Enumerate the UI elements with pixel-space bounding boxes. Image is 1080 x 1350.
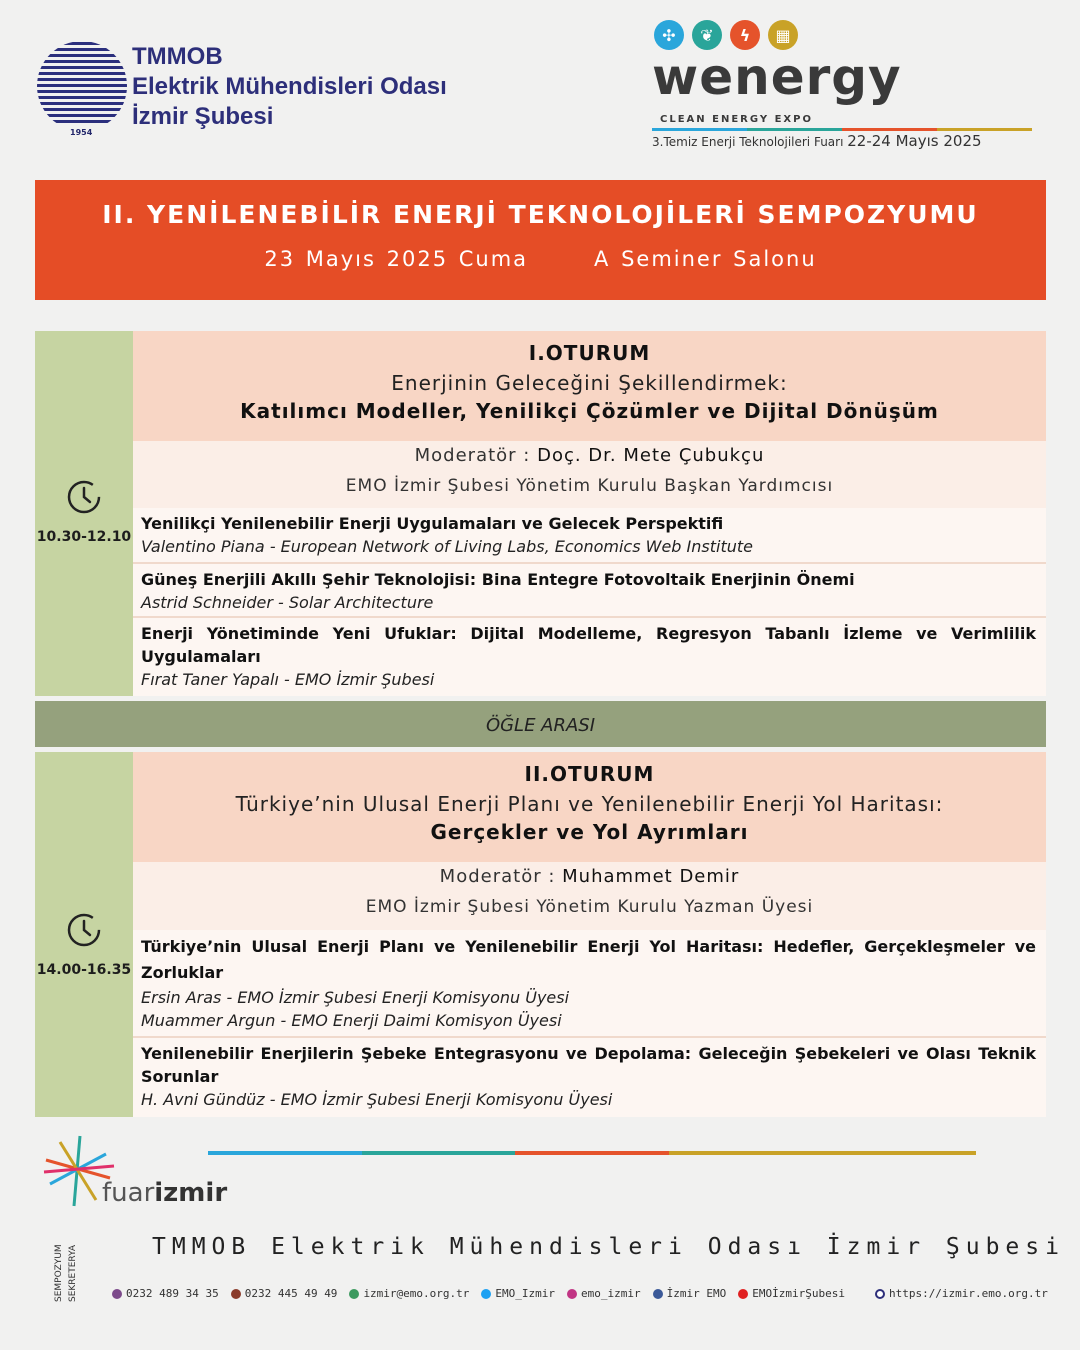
session2-header [133,752,1046,862]
secretary-word-2: SEKRETERYA [68,1244,78,1302]
session1-talk [133,508,1046,564]
symposium-date-venue [35,247,1046,271]
emo-logo [36,40,128,132]
org-line-2: Elektrik Mühendisleri Odası [132,73,447,100]
contact-bar [112,1287,1048,1300]
facebook-icon [653,1289,663,1299]
expo-brand: wenergy [652,48,902,106]
lightning-icon: ϟ [730,20,760,50]
session1-moderator [133,441,1046,508]
session2-title: II.OTURUM [524,762,655,786]
email-icon [349,1289,359,1299]
session1-subtitle: Enerjinin Geleceğini Şekillendirmek: [391,371,788,395]
secretary-label [48,1228,98,1308]
talk-title: Enerji Yönetiminde Yeni Ufuklar: Dijital Modelleme, Regresyon Tabanlı İzleme ve Verimlilik Uygulamaları [141,624,1036,666]
footer-color-line [208,1151,976,1155]
contact-twitter[interactable]: EMO_Izmir [481,1287,555,1300]
expo-fair-name: 3.Temiz Enerji Teknolojileri Fuarı [652,135,844,149]
contact-phone[interactable]: 0232 489 34 35 [112,1287,219,1300]
twitter-icon [481,1289,491,1299]
instagram-icon [567,1289,577,1299]
talk-title: Türkiye’nin Ulusal Enerji Planı ve Yenilenebilir Enerji Yol Haritası: Hedefler, Gerçekleşmeler ve Zorluklar [141,937,1036,982]
session1-title: I.OTURUM [528,341,651,365]
talk-title: Yenilikçi Yenilenebilir Enerji Uygulamaları ve Gelecek Perspektifi [141,514,724,533]
footer-organization: TMMOB Elektrik Mühendisleri Odası İzmir Şubesi [152,1234,1065,1260]
symposium-date: 23 Mayıs 2025 Cuma [264,247,529,271]
talk-speaker: Valentino Piana - European Network of Living Labs, Economics Web Institute [141,537,753,556]
session2-subtitle-bold: Gerçekler ve Yol Ayrımları [430,820,749,844]
symposium-venue: A Seminer Salonu [594,247,817,271]
contact-youtube[interactable]: EMOİzmirŞubesi [738,1287,845,1300]
leaf-icon: ❦ [692,20,722,50]
fax-icon [231,1289,241,1299]
lunch-break: ÖĞLE ARASI [35,701,1046,747]
moderator-role: EMO İzmir Şubesi Yönetim Kurulu Yazman Üyesi [365,897,814,917]
org-line-3: İzmir Şubesi [132,103,274,130]
clock-icon [66,479,102,515]
talk-title: Yenilenebilir Enerjilerin Şebeke Entegrasyonu ve Depolama: Geleceğin Şebekeleri ve Olası Teknik Sorunlar [141,1044,1036,1086]
expo-fair-info [652,132,982,150]
talk-speaker: Muammer Argun - EMO Enerji Daimi Komisyon Üyesi [141,1011,562,1030]
youtube-icon [738,1289,748,1299]
contact-website[interactable]: https://izmir.emo.org.tr [875,1287,1048,1300]
contact-email[interactable]: izmir@emo.org.tr [349,1287,469,1300]
phone-icon [112,1289,122,1299]
session2-time: 14.00-16.35 [36,962,132,978]
session1-time: 10.30-12.10 [36,529,132,545]
fuar-bold: izmir [154,1178,228,1208]
wind-icon: ✣ [654,20,684,50]
session2-moderator [133,862,1046,930]
talk-speaker: Ersin Aras - EMO İzmir Şubesi Enerji Komisyonu Üyesi [141,988,570,1007]
expo-color-line [652,128,1032,131]
solar-panel-icon: ▦ [768,20,798,50]
org-line-1: TMMOB [132,43,223,70]
contact-fax[interactable]: 0232 445 49 49 [231,1287,338,1300]
talk-speaker: H. Avni Gündüz - EMO İzmir Şubesi Enerji Komisyonu Üyesi [141,1090,613,1109]
talk-title: Güneş Enerjili Akıllı Şehir Teknolojisi: Bina Entegre Fotovoltaik Enerjinin Önemi [141,570,855,589]
contact-instagram[interactable]: emo_izmir [567,1287,641,1300]
moderator-name: Doç. Dr. Mete Çubukçu [537,445,765,466]
session1-talk [133,564,1046,618]
session1-subtitle-bold: Katılımcı Modeller, Yenilikçi Çözümler ve Dijital Dönüşüm [240,399,939,423]
contact-facebook[interactable]: İzmir EMO [653,1287,727,1300]
session2-talk [133,930,1046,1038]
symposium-banner [35,180,1046,300]
session1-time-column [35,331,133,696]
globe-icon [875,1289,885,1299]
session2-subtitle: Türkiye’nin Ulusal Enerji Planı ve Yenilenebilir Enerji Yol Haritası: [235,792,944,816]
moderator-label: Moderatör : [414,445,531,466]
moderator-label: Moderatör : [439,866,556,887]
talk-speaker: Fırat Taner Yapalı - EMO İzmir Şubesi [141,670,435,689]
secretary-word-1: SEMPOZYUM [54,1244,64,1302]
session1-header [133,331,1046,441]
symposium-title: II. YENİLENEBİLİR ENERJİ TEKNOLOJİLERİ SEMPOZYUMU [102,200,979,229]
emo-founding-year: 1954 [70,128,93,137]
talk-speaker: Astrid Schneider - Solar Architecture [141,593,434,612]
session2-time-column [35,752,133,1117]
session2-talk [133,1038,1046,1117]
expo-subtitle: CLEAN ENERGY EXPO [660,114,813,125]
clock-icon [66,912,102,948]
moderator-role: EMO İzmir Şubesi Yönetim Kurulu Başkan Yardımcısı [345,476,834,496]
wenergy-expo-logo [652,18,1032,148]
expo-fair-dates: 22-24 Mayıs 2025 [847,132,982,150]
fuar-izmir-wordmark [102,1178,227,1208]
moderator-name: Muhammet Demir [562,866,740,887]
session1-talk [133,618,1046,696]
fuar-light: fuar [102,1178,155,1208]
emo-organization-name [132,42,447,132]
